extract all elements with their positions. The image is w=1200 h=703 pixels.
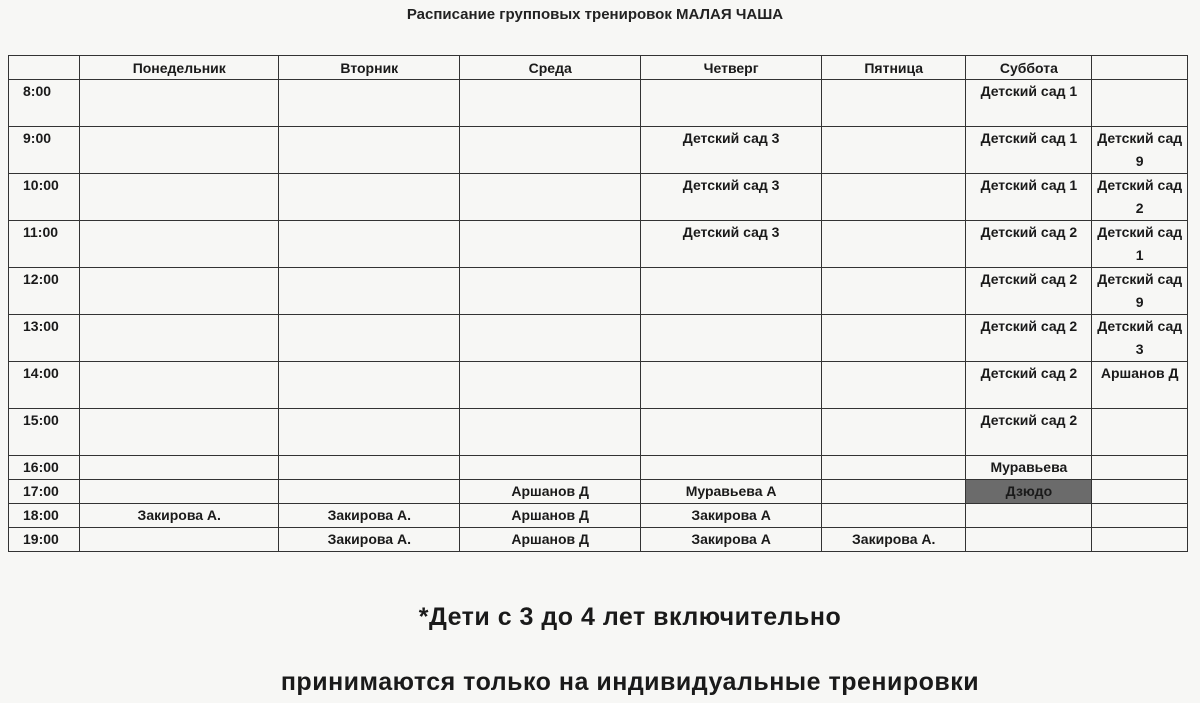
schedule-cell: Закирова А xyxy=(641,528,822,552)
table-row xyxy=(9,268,1188,315)
judo-cell: Дзюдо xyxy=(966,480,1092,504)
table-row xyxy=(9,315,1188,362)
table-row xyxy=(9,480,1188,504)
time-cell: 15:00 xyxy=(9,409,80,456)
schedule-cell: Закирова А. xyxy=(80,504,279,528)
table-row xyxy=(9,504,1188,528)
time-cell: 14:00 xyxy=(9,362,80,409)
header-row xyxy=(9,56,1188,80)
header-cell-tuesday: Вторник xyxy=(279,56,460,80)
schedule-cell: Закирова А xyxy=(641,504,822,528)
schedule-cell xyxy=(1092,480,1188,504)
table-row xyxy=(9,80,1188,127)
schedule-cell xyxy=(460,174,641,221)
schedule-cell xyxy=(80,174,279,221)
schedule-cell xyxy=(460,362,641,409)
schedule-cell xyxy=(822,127,966,174)
schedule-cell: Аршанов Д xyxy=(460,480,641,504)
schedule-cell xyxy=(460,268,641,315)
schedule-cell: Детский сад 2 xyxy=(966,362,1092,409)
schedule-cell xyxy=(80,80,279,127)
header-cell-wednesday: Среда xyxy=(460,56,641,80)
schedule-cell xyxy=(1092,504,1188,528)
schedule-cell xyxy=(80,409,279,456)
schedule-cell: Детский сад 1 xyxy=(966,174,1092,221)
schedule-cell: Закирова А. xyxy=(279,528,460,552)
schedule-cell: Детский сад 1 xyxy=(1092,221,1188,268)
schedule-cell: Аршанов Д xyxy=(460,504,641,528)
schedule-cell xyxy=(822,504,966,528)
schedule-cell: Детский сад 2 xyxy=(1092,174,1188,221)
schedule-cell xyxy=(279,409,460,456)
schedule-table xyxy=(8,55,1188,552)
schedule-cell: Детский сад 1 xyxy=(966,80,1092,127)
time-cell: 8:00 xyxy=(9,80,80,127)
table-row xyxy=(9,456,1188,480)
schedule-cell xyxy=(460,456,641,480)
schedule-cell xyxy=(822,80,966,127)
schedule-cell xyxy=(822,456,966,480)
schedule-cell xyxy=(80,528,279,552)
time-cell: 16:00 xyxy=(9,456,80,480)
schedule-cell: Детский сад 2 xyxy=(966,221,1092,268)
schedule-cell xyxy=(80,480,279,504)
schedule-cell xyxy=(460,80,641,127)
schedule-cell: Аршанов Д xyxy=(460,528,641,552)
schedule-cell xyxy=(279,174,460,221)
schedule-cell: Детский сад 2 xyxy=(966,315,1092,362)
schedule-cell: Детский сад 9 xyxy=(1092,268,1188,315)
schedule-cell xyxy=(822,221,966,268)
schedule-cell xyxy=(641,80,822,127)
header-cell-thursday: Четверг xyxy=(641,56,822,80)
schedule-cell xyxy=(80,221,279,268)
schedule-cell xyxy=(279,268,460,315)
schedule-cell: Детский сад 1 xyxy=(966,127,1092,174)
schedule-cell xyxy=(279,362,460,409)
time-cell: 9:00 xyxy=(9,127,80,174)
header-cell-time xyxy=(9,56,80,80)
schedule-cell xyxy=(822,174,966,221)
header-cell-friday: Пятница xyxy=(822,56,966,80)
table-row xyxy=(9,362,1188,409)
schedule-cell xyxy=(80,456,279,480)
schedule-cell xyxy=(80,268,279,315)
schedule-cell: Муравьева А xyxy=(641,480,822,504)
schedule-cell xyxy=(279,480,460,504)
schedule-cell xyxy=(641,268,822,315)
schedule-cell: Закирова А. xyxy=(822,528,966,552)
time-cell: 13:00 xyxy=(9,315,80,362)
schedule-cell xyxy=(460,221,641,268)
table-row xyxy=(9,174,1188,221)
schedule-cell xyxy=(80,362,279,409)
schedule-cell xyxy=(822,409,966,456)
time-cell: 18:00 xyxy=(9,504,80,528)
schedule-cell: Муравьева xyxy=(966,456,1092,480)
schedule-cell xyxy=(1092,409,1188,456)
schedule-cell xyxy=(641,315,822,362)
schedule-cell xyxy=(822,480,966,504)
schedule-cell xyxy=(279,221,460,268)
schedule-cell xyxy=(641,362,822,409)
header-cell-monday: Понедельник xyxy=(80,56,279,80)
schedule-cell: Закирова А. xyxy=(279,504,460,528)
schedule-cell xyxy=(279,127,460,174)
table-row xyxy=(9,409,1188,456)
schedule-cell xyxy=(822,315,966,362)
schedule-cell: Аршанов Д xyxy=(1092,362,1188,409)
schedule-cell xyxy=(641,456,822,480)
schedule-cell: Детский сад 2 xyxy=(966,409,1092,456)
schedule-cell xyxy=(822,268,966,315)
header-cell-extra xyxy=(1092,56,1188,80)
schedule-cell xyxy=(460,127,641,174)
age-notice-line-2: принимаются только на индивидуальные тренировки xyxy=(280,668,980,696)
schedule-cell: Детский сад 2 xyxy=(966,268,1092,315)
schedule-cell xyxy=(80,127,279,174)
time-cell: 12:00 xyxy=(9,268,80,315)
table-row xyxy=(9,528,1188,552)
schedule-cell: Детский сад 3 xyxy=(641,174,822,221)
schedule-cell xyxy=(966,528,1092,552)
schedule-cell xyxy=(460,409,641,456)
schedule-cell xyxy=(641,409,822,456)
time-cell: 17:00 xyxy=(9,480,80,504)
schedule-cell xyxy=(279,80,460,127)
schedule-cell xyxy=(80,315,279,362)
table-row xyxy=(9,221,1188,268)
schedule-cell xyxy=(1092,528,1188,552)
schedule-cell: Детский сад 3 xyxy=(1092,315,1188,362)
time-cell: 19:00 xyxy=(9,528,80,552)
schedule-cell: Детский сад 3 xyxy=(641,127,822,174)
header-cell-saturday: Суббота xyxy=(966,56,1092,80)
schedule-cell xyxy=(1092,80,1188,127)
schedule-cell xyxy=(1092,456,1188,480)
age-notice-line-1: *Дети с 3 до 4 лет включительно xyxy=(418,603,842,631)
schedule-cell: Детский сад 3 xyxy=(641,221,822,268)
time-cell: 10:00 xyxy=(9,174,80,221)
page-title: Расписание групповых тренировок МАЛАЯ ЧАША xyxy=(406,6,784,23)
time-cell: 11:00 xyxy=(9,221,80,268)
schedule-cell xyxy=(822,362,966,409)
schedule-cell: Детский сад 9 xyxy=(1092,127,1188,174)
schedule-cell xyxy=(460,315,641,362)
table-row xyxy=(9,127,1188,174)
schedule-cell xyxy=(966,504,1092,528)
schedule-cell xyxy=(279,456,460,480)
schedule-cell xyxy=(279,315,460,362)
